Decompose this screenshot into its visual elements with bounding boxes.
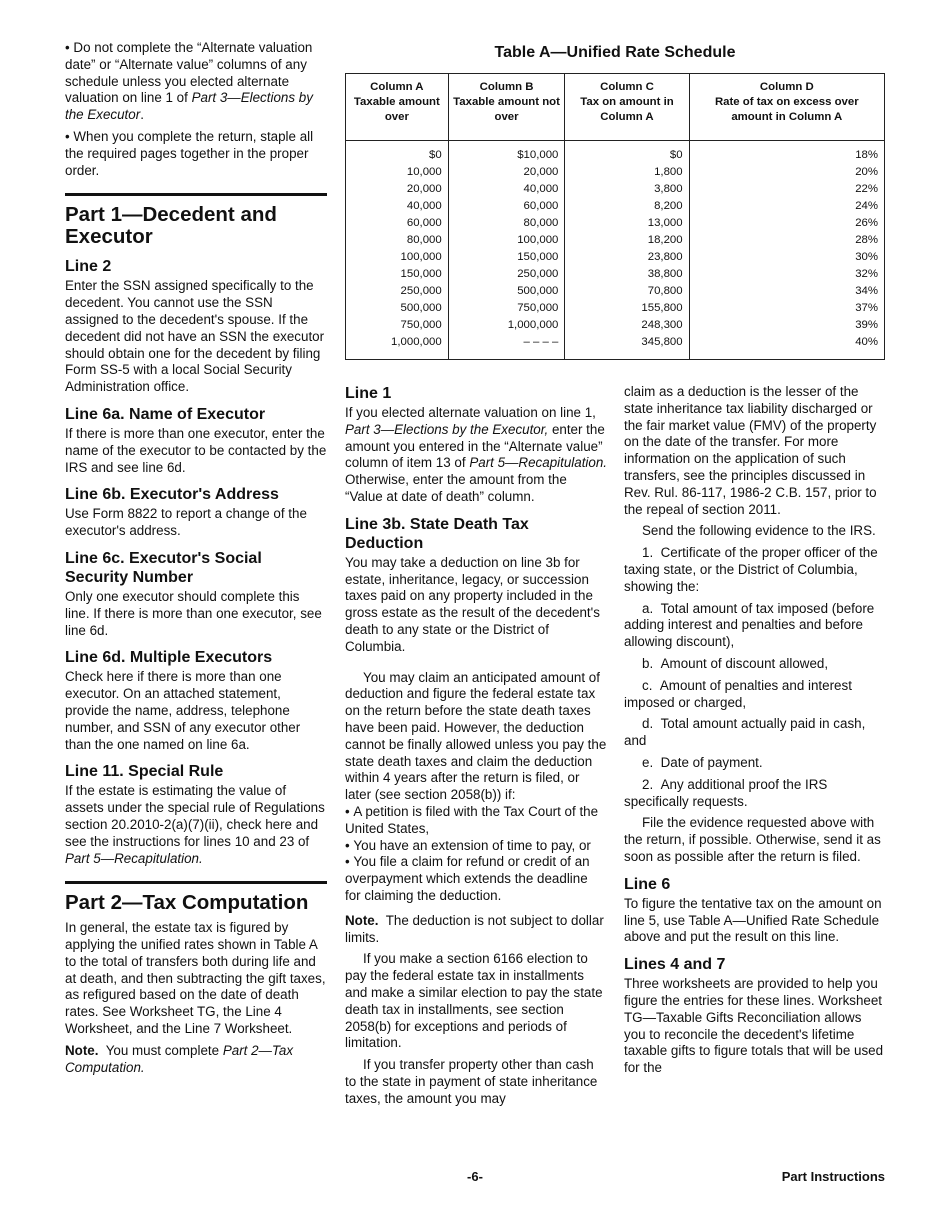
- line1-heading: Line 1: [345, 385, 392, 402]
- section-divider: [65, 881, 327, 884]
- table-cell: 80,000: [346, 232, 449, 249]
- table-cell: 150,000: [448, 249, 565, 266]
- table-cell: 3,800: [565, 181, 689, 198]
- table-row: [346, 317, 885, 334]
- table-cell: 40%: [689, 334, 884, 360]
- table-cell: 155,800: [565, 300, 689, 317]
- table-cell: 1,000,000: [448, 317, 565, 334]
- table-cell: $0: [565, 141, 689, 165]
- table-cell: 70,800: [565, 283, 689, 300]
- bullet-petition: • A petition is filed with the Tax Court of the United States,: [345, 804, 607, 838]
- table-cell: 500,000: [448, 283, 565, 300]
- table-cell: 750,000: [346, 317, 449, 334]
- table-row: [346, 283, 885, 300]
- section-divider: [65, 193, 327, 196]
- column-right: [624, 384, 886, 1082]
- file-evidence-text: File the evidence requested above with the return, if possible. Otherwise, send it as soon as possible after the return is filed.: [624, 815, 881, 864]
- table-cell: 24%: [689, 198, 884, 215]
- table-cell: 60,000: [448, 198, 565, 215]
- line3b-note: Note. The deduction is not subject to dollar limits.: [345, 912, 604, 945]
- lines4-7-heading: Lines 4 and 7: [624, 956, 726, 974]
- table-cell: 10,000: [346, 164, 449, 181]
- line11-text: If the estate is estimating the value of assets under the special rule of Regulations section 20.2010-2(a)(7)(ii), check here and see the instructions for lines 10 and 23 of Part 5—Recapitulation.: [65, 783, 325, 866]
- table-cell: 345,800: [565, 334, 689, 360]
- evidence-item-2: 2. Any additional proof the IRS specifically requests.: [624, 776, 828, 809]
- table-cell: 28%: [689, 232, 884, 249]
- table-cell: 150,000: [346, 266, 449, 283]
- table-cell: – – – –: [448, 334, 565, 360]
- claim-text: claim as a deduction is the lesser of the state inheritance tax liability discharged or the fair market value (FMV) of the property on the date of the transfer. For more information on the application of such transfers, see the principles discussed in Rev. Rul. 86-117, 1986-2 C.B. 157, prior to the repeal of section 2011.: [624, 384, 877, 517]
- part2-note: Note. You must complete Part 2—Tax Computation.: [65, 1042, 294, 1075]
- footer-section-label: Part Instructions: [781, 1169, 885, 1184]
- table-cell: 26%: [689, 215, 884, 232]
- table-cell: 40,000: [346, 198, 449, 215]
- table-row: [346, 266, 885, 283]
- table-cell: 30%: [689, 249, 884, 266]
- table-cell: 23,800: [565, 249, 689, 266]
- table-row: [346, 249, 885, 266]
- table-cell: 500,000: [346, 300, 449, 317]
- table-row: [346, 141, 885, 165]
- part2-text: In general, the estate tax is figured by applying the unified rates shown in Table A to the total of transfers both during life and at death, and then subtracting the gift taxes, as refigured based on the date of death rates. See Worksheet TG, the Line 4 Worksheet, and the Line 7 Worksheet.: [65, 920, 326, 1037]
- table-cell: 34%: [689, 283, 884, 300]
- line3b-anticipated-text: You may claim an anticipated amount of deduction and figure the federal estate tax on the return before the state death taxes have been paid. However, the deduction cannot be finally allowed unless you pay the state death taxes and claim the deduction within 4 years after the return is filed, or later (see section 2058(b)) if:: [345, 669, 607, 803]
- part1-heading: Part 1—Decedent and Executor: [65, 203, 277, 249]
- line3b-text: You may take a deduction on line 3b for estate, inheritance, legacy, or succession taxes paid on any property included in the gross estate as the result of the decedent's death to any state or the District of Columbia.: [345, 554, 600, 654]
- column-header: Column D Rate of tax on excess over amount in Column A: [689, 74, 884, 141]
- section-6166-text: If you make a section 6166 election to pay the federal estate tax in installments and make a similar election to pay the state death tax in installments, see section 2058(b) for exceptions and periods of limitation.: [345, 951, 603, 1051]
- table-body: [346, 141, 885, 360]
- table-cell: 40,000: [448, 181, 565, 198]
- table-cell: 60,000: [346, 215, 449, 232]
- evidence-item-1: 1. Certificate of the proper officer of the taxing state, or the District of Columbia, showing the:: [624, 545, 878, 594]
- table-row: [346, 181, 885, 198]
- table-cell: 100,000: [346, 249, 449, 266]
- table-cell: 20,000: [346, 181, 449, 198]
- line6a-text: If there is more than one executor, enter the name of the executor to be contacted by the IRS and see line 6d.: [65, 425, 327, 475]
- page-number: -6-: [467, 1169, 483, 1184]
- evidence-item-a: a. Total amount of tax imposed (before adding interest and penalties and before allowing discount),: [624, 600, 875, 650]
- bullet-extension: • You have an extension of time to pay, or: [345, 838, 607, 855]
- table-cell: 20,000: [448, 164, 565, 181]
- property-transfer-text: If you transfer property other than cash to the state in payment of state inheritance taxes, the amount you may: [345, 1057, 598, 1106]
- table-cell: 38,800: [565, 266, 689, 283]
- table-cell: 8,200: [565, 198, 689, 215]
- table-cell: 32%: [689, 266, 884, 283]
- table-cell: $0: [346, 141, 449, 165]
- column-middle: [345, 384, 607, 1112]
- table-title: Table A—Unified Rate Schedule: [494, 44, 736, 61]
- table-row: [346, 215, 885, 232]
- line6d-text: Check here if there is more than one executor. On an attached statement, provide the name, address, telephone number, and SSN of any executor other than the one named on line 6a.: [65, 669, 301, 752]
- bullet-alternate-valuation: • Do not complete the “Alternate valuation date” or “Alternate value” columns of any schedule unless you elected alternate valuation on line 1 of Part 3—Elections by the Executor.: [65, 40, 327, 124]
- line2-text: Enter the SSN assigned specifically to the decedent. You cannot use the SSN assigned to the decedent's spouse. If the decedent did not have an SSN the executor should obtain one for the decedent by filing Form SS-5 with a local Social Security Administration office.: [65, 278, 325, 395]
- column-header: Column C Tax on amount in Column A: [565, 74, 689, 141]
- lines4-7-text: Three worksheets are provided to help you figure the entries for these lines. Worksheet TG—Taxable Gifts Reconciliation allows you to reconcile the decedent's lifetime taxable gifts to figure totals that will be used for the: [624, 976, 884, 1076]
- table-cell: 1,800: [565, 164, 689, 181]
- table-cell: 20%: [689, 164, 884, 181]
- table-cell: 750,000: [448, 300, 565, 317]
- line6b-text: Use Form 8822 to report a change of the executor's address.: [65, 506, 307, 539]
- table-cell: 13,000: [565, 215, 689, 232]
- table-cell: 1,000,000: [346, 334, 449, 360]
- table-row: [346, 232, 885, 249]
- line6b-heading: Line 6b. Executor's Address: [65, 486, 279, 504]
- table-cell: 100,000: [448, 232, 565, 249]
- table-row: [346, 164, 885, 181]
- column-header: Column B Taxable amount not over: [448, 74, 565, 141]
- table-cell: 250,000: [448, 266, 565, 283]
- table-cell: 248,300: [565, 317, 689, 334]
- table-cell: 39%: [689, 317, 884, 334]
- line6c-heading: Line 6c. Executor's Social Security Number: [65, 549, 262, 586]
- evidence-item-d: d. Total amount actually paid in cash, and: [624, 716, 866, 749]
- bullet-refund-claim: • You file a claim for refund or credit of an overpayment which extends the deadline for claiming the deduction.: [345, 854, 607, 904]
- line2-heading: Line 2: [65, 258, 112, 276]
- table-row: [346, 300, 885, 317]
- table-cell: 22%: [689, 181, 884, 198]
- table-row: [346, 198, 885, 215]
- table-cell: 250,000: [346, 283, 449, 300]
- part2-heading: Part 2—Tax Computation: [65, 891, 309, 915]
- line1-text: If you elected alternate valuation on line 1, Part 3—Elections by the Executor, enter the amount you entered in the “Alternate value” column of item 13 of Part 5—Recapitulation. Otherwise, enter the amount from the “Value at date of death” column.: [345, 405, 608, 504]
- evidence-item-e: e. Date of payment.: [642, 754, 763, 770]
- evidence-item-b: b. Amount of discount allowed,: [642, 655, 829, 671]
- table-cell: 18%: [689, 141, 884, 165]
- table-cell: $10,000: [448, 141, 565, 165]
- bullet-staple-pages: • When you complete the return, staple all the required pages together in the proper order.: [65, 129, 327, 179]
- column-header: Column A Taxable amount over: [346, 74, 449, 141]
- line3b-heading: Line 3b. State Death Tax Deduction: [345, 515, 529, 552]
- table-cell: 80,000: [448, 215, 565, 232]
- table-cell: 18,200: [565, 232, 689, 249]
- unified-rate-table: [345, 73, 885, 360]
- table-row: [346, 334, 885, 360]
- line6d-heading: Line 6d. Multiple Executors: [65, 649, 273, 667]
- line6-text: To figure the tentative tax on the amount on line 5, use Table A—Unified Rate Schedule above and put the result on this line.: [624, 895, 882, 945]
- line6-heading: Line 6: [624, 875, 671, 893]
- table-cell: 37%: [689, 300, 884, 317]
- send-evidence-text: Send the following evidence to the IRS.: [642, 523, 876, 539]
- line6c-text: Only one executor should complete this line. If there is more than one executor, see line 6d.: [65, 588, 322, 638]
- column-left: [65, 40, 327, 1081]
- line11-heading: Line 11. Special Rule: [65, 763, 224, 781]
- evidence-item-c: c. Amount of penalties and interest imposed or charged,: [624, 677, 852, 710]
- line6a-heading: Line 6a. Name of Executor: [65, 405, 266, 423]
